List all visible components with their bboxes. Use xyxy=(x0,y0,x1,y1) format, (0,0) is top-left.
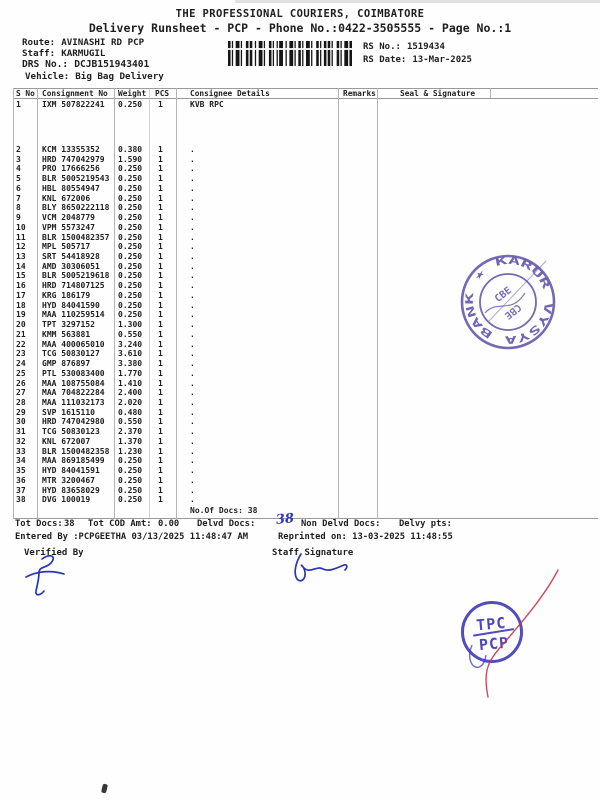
drs-label: DRS No.: xyxy=(22,59,69,70)
cell-consignee: . xyxy=(190,300,195,310)
table-header-rule xyxy=(13,98,598,99)
cell-consignment: TPT 3297152 xyxy=(42,320,95,330)
rs-date-value: 13-Mar-2025 xyxy=(412,55,472,65)
verified-signature-ink xyxy=(22,550,82,605)
cell-weight: 1.300 xyxy=(118,320,143,330)
table-row xyxy=(13,174,598,184)
col-sno: S No xyxy=(16,89,35,98)
cell-pcs: 1 xyxy=(158,397,163,407)
cell-sno: 25 xyxy=(16,368,26,378)
table-row xyxy=(13,466,598,476)
table-grid-line xyxy=(490,88,491,98)
cell-consignment: SVP 1615110 xyxy=(42,407,95,417)
table-row xyxy=(13,100,598,110)
cell-consignment: MTR 3200467 xyxy=(42,475,95,485)
company-title: THE PROFESSIONAL COURIERS, COIMBATORE xyxy=(175,8,425,20)
cell-consignment: HRD 714807125 xyxy=(42,281,105,291)
cell-pcs: 1 xyxy=(158,242,163,252)
cell-consignment: SRT 54418928 xyxy=(42,252,100,262)
cell-consignee: . xyxy=(190,154,195,164)
col-weight: Weight xyxy=(118,89,147,98)
cell-consignment: HBL 80554947 xyxy=(42,183,100,193)
cell-pcs: 1 xyxy=(158,466,163,476)
cell-consignment: KMM 563881 xyxy=(42,329,91,339)
cell-consignee: . xyxy=(190,427,195,437)
staff-signature-ink xyxy=(285,551,355,591)
table-row xyxy=(13,437,598,447)
cell-sno: 27 xyxy=(16,388,26,398)
cell-consignment: TCG 50830123 xyxy=(42,427,100,437)
cell-pcs: 1 xyxy=(158,436,163,446)
cell-sno: 19 xyxy=(16,310,26,320)
cell-consignee: . xyxy=(190,310,195,320)
route-line xyxy=(22,37,144,48)
cell-weight: 3.610 xyxy=(118,349,143,359)
cell-consignment: BLR 1500482358 xyxy=(42,446,110,456)
cell-sno: 9 xyxy=(16,213,21,223)
cell-sno: 14 xyxy=(16,261,26,271)
cell-consignment: BLR 1500482357 xyxy=(42,232,110,242)
cell-weight: 0.250 xyxy=(118,281,143,291)
cell-sno: 12 xyxy=(16,242,26,252)
cell-sno: 17 xyxy=(16,290,26,300)
cell-weight: 0.250 xyxy=(118,475,143,485)
cell-pcs: 1 xyxy=(158,193,163,203)
cell-sno: 33 xyxy=(16,446,26,456)
cell-consignee: . xyxy=(190,290,195,300)
cell-pcs: 1 xyxy=(158,485,163,495)
cell-weight: 0.250 xyxy=(118,183,143,193)
cell-pcs: 1 xyxy=(158,446,163,456)
cell-consignment: BLR 5005219543 xyxy=(42,174,110,184)
cell-consignment: KCM 13355352 xyxy=(42,145,100,154)
cell-sno: 35 xyxy=(16,466,26,476)
cell-sno: 7 xyxy=(16,193,21,203)
tot-docs-label: Tot Docs: xyxy=(15,519,63,529)
staff-line xyxy=(22,48,105,59)
delvd-docs-label: Delvd Docs: xyxy=(197,519,256,529)
cell-consignee: . xyxy=(190,485,195,495)
rs-date-line xyxy=(363,55,472,65)
table-row xyxy=(13,155,598,165)
entered-by: Entered By :PCPGEETHA 03/13/2025 11:48:47 AM xyxy=(15,532,249,542)
cell-consignee: . xyxy=(190,320,195,330)
cell-sno: 22 xyxy=(16,339,26,349)
table-row xyxy=(13,164,598,174)
cell-consignee: . xyxy=(190,271,195,281)
delvd-docs-handwritten-count: 38 xyxy=(275,511,295,528)
verified-by-label: Verified By xyxy=(24,548,84,558)
cell-consignment: PTL 530083400 xyxy=(42,368,105,378)
cell-weight: 0.250 xyxy=(118,193,143,203)
cell-pcs: 1 xyxy=(158,232,163,242)
table-row xyxy=(13,408,598,418)
table-row xyxy=(13,476,598,486)
table-row xyxy=(13,369,598,379)
cell-consignment: AMD 30306051 xyxy=(42,261,100,271)
cell-sno: 1 xyxy=(16,100,21,109)
cell-consignee: . xyxy=(190,417,195,427)
vehicle-label: Vehicle: xyxy=(25,71,70,82)
cell-consignment: DVG 100019 xyxy=(42,495,91,505)
cell-weight: 1.410 xyxy=(118,378,143,388)
cell-consignment: MAA 110259514 xyxy=(42,310,105,320)
cell-weight: 1.590 xyxy=(118,154,143,164)
drs-value: DCJB151943401 xyxy=(74,59,150,70)
table-row xyxy=(13,456,598,466)
non-delvd-label: Non Delvd Docs: xyxy=(301,519,381,529)
cod-value: 0.00 xyxy=(158,519,180,529)
cell-weight: 0.250 xyxy=(118,213,143,223)
cell-consignee: . xyxy=(190,407,195,417)
col-consignee: Consignee Details xyxy=(190,89,270,98)
table-row xyxy=(13,184,598,194)
cell-pcs: 1 xyxy=(158,368,163,378)
cell-sno: 6 xyxy=(16,183,21,193)
cell-weight: 0.250 xyxy=(118,174,143,184)
cell-sno: 34 xyxy=(16,456,26,466)
cell-consignee: . xyxy=(190,164,195,174)
cell-consignment: MAA 108755084 xyxy=(42,378,105,388)
cell-weight: 0.250 xyxy=(118,300,143,310)
route-label: Route: xyxy=(22,37,56,48)
tpc-stamp-bottom-text: PCP xyxy=(478,633,510,655)
cell-pcs: 1 xyxy=(158,349,163,359)
cell-pcs: 1 xyxy=(158,203,163,213)
cell-consignee: . xyxy=(190,203,195,213)
barcode-scan-gap xyxy=(228,48,352,50)
scan-edge-artifact xyxy=(235,0,600,3)
table-row xyxy=(13,359,598,369)
cell-consignee: . xyxy=(190,232,195,242)
cell-weight: 2.400 xyxy=(118,388,143,398)
cell-pcs: 1 xyxy=(158,427,163,437)
cell-consignment: KRG 186179 xyxy=(42,290,91,300)
cell-consignment: MAA 111032173 xyxy=(42,397,105,407)
staff-label: Staff: xyxy=(22,48,56,59)
table-row xyxy=(13,233,598,243)
reprinted-on: Reprinted on: 13-03-2025 11:48:55 xyxy=(278,532,453,542)
cell-sno: 3 xyxy=(16,154,21,164)
cell-pcs: 1 xyxy=(158,145,163,154)
cell-sno: 21 xyxy=(16,329,26,339)
cell-consignment: MAA 869185499 xyxy=(42,456,105,466)
rs-no-label: RS No.: xyxy=(363,42,401,52)
cell-consignment: TCG 50830127 xyxy=(42,349,100,359)
cell-weight: 0.250 xyxy=(118,222,143,232)
table-row xyxy=(13,194,598,204)
rs-no-value: 1519434 xyxy=(406,42,445,52)
kvb-center-text-double: CBE xyxy=(502,301,524,321)
cell-pcs: 1 xyxy=(158,456,163,466)
cell-pcs: 1 xyxy=(158,183,163,193)
cell-weight: 2.370 xyxy=(118,427,143,437)
cell-consignment: IXM 507822241 xyxy=(42,100,105,109)
no-of-docs: No.Of Docs: 38 xyxy=(190,506,258,515)
cell-pcs: 1 xyxy=(158,388,163,398)
route-value: AVINASHI RD PCP xyxy=(61,37,145,48)
cell-pcs: 1 xyxy=(158,378,163,388)
cell-sno: 28 xyxy=(16,397,26,407)
table-row xyxy=(13,213,598,223)
cell-consignment: HYD 83658029 xyxy=(42,485,100,495)
cell-pcs: 1 xyxy=(158,261,163,271)
cell-consignment: BLR 5005219618 xyxy=(42,271,110,281)
cell-consignment: KNL 672006 xyxy=(42,193,91,203)
vehicle-line xyxy=(25,71,164,82)
vehicle-value: Big Bag Delivery xyxy=(75,71,164,82)
drs-line xyxy=(22,59,149,70)
cell-pcs: 1 xyxy=(158,154,163,164)
cell-sno: 8 xyxy=(16,203,21,213)
cell-consignment: MPL 505717 xyxy=(42,242,91,252)
cell-pcs: 1 xyxy=(158,271,163,281)
cell-weight: 0.480 xyxy=(118,407,143,417)
cell-sno: 2 xyxy=(16,145,21,154)
cell-consignee: . xyxy=(190,242,195,252)
delvy-pts-label: Delvy pts: xyxy=(399,519,452,529)
cell-weight: 0.250 xyxy=(118,310,143,320)
runsheet-subtitle: Delivery Runsheet - PCP - Phone No.:0422-3505555 - Page No.:1 xyxy=(88,21,512,35)
cell-consignee: . xyxy=(190,349,195,359)
col-pcs: PCS xyxy=(155,89,170,98)
cell-consignee: KVB RPC xyxy=(190,100,224,109)
cell-consignee: . xyxy=(190,475,195,485)
rs-date-label: RS Date: xyxy=(363,55,407,65)
cell-weight: 0.250 xyxy=(118,232,143,242)
kvb-bank-stamp xyxy=(453,247,563,357)
staff-value: KARMUGIL xyxy=(61,48,106,59)
staff-signature-label: Staff Signature xyxy=(272,548,354,558)
cell-weight: 0.380 xyxy=(118,145,143,154)
table-row xyxy=(13,379,598,389)
kvb-ring-text: ★ KARUR VYSYA BANK xyxy=(463,254,555,346)
cell-consignment: GMP 876897 xyxy=(42,359,91,369)
table-row xyxy=(13,145,598,155)
cell-consignee: . xyxy=(190,339,195,349)
cell-consignment: HYD 84041591 xyxy=(42,466,100,476)
cell-sno: 4 xyxy=(16,164,21,174)
table-row xyxy=(13,427,598,437)
scan-spot-artifact xyxy=(101,784,108,794)
cell-sno: 10 xyxy=(16,222,26,232)
table-row xyxy=(13,203,598,213)
cell-pcs: 1 xyxy=(158,320,163,330)
cell-pcs: 1 xyxy=(158,290,163,300)
cell-weight: 2.020 xyxy=(118,397,143,407)
cell-weight: 0.250 xyxy=(118,100,143,109)
kvb-stamp-inner-ring xyxy=(480,274,536,330)
cell-pcs: 1 xyxy=(158,164,163,174)
col-consignment: Consignment No xyxy=(42,89,108,98)
cell-sno: 26 xyxy=(16,378,26,388)
table-row xyxy=(13,486,598,496)
cell-sno: 30 xyxy=(16,417,26,427)
table-row xyxy=(13,398,598,408)
barcode xyxy=(228,41,352,66)
cell-consignment: BLY 8650222118 xyxy=(42,203,110,213)
cell-consignment: PRO 17666256 xyxy=(42,164,100,174)
cell-pcs: 1 xyxy=(158,329,163,339)
cell-sno: 23 xyxy=(16,349,26,359)
cell-consignee: . xyxy=(190,281,195,291)
cell-weight: 0.250 xyxy=(118,252,143,262)
cell-consignee: . xyxy=(190,456,195,466)
cell-pcs: 1 xyxy=(158,417,163,427)
cell-weight: 0.250 xyxy=(118,271,143,281)
cell-consignment: HRD 747042979 xyxy=(42,154,105,164)
cell-consignee: . xyxy=(190,174,195,184)
tot-docs-value: 38 xyxy=(64,519,75,529)
cell-consignee: . xyxy=(190,495,195,505)
cell-consignee: . xyxy=(190,359,195,369)
cell-consignee: . xyxy=(190,388,195,398)
cell-pcs: 1 xyxy=(158,407,163,417)
cell-weight: 0.250 xyxy=(118,290,143,300)
cell-consignee: . xyxy=(190,378,195,388)
cell-weight: 1.770 xyxy=(118,368,143,378)
cell-weight: 0.550 xyxy=(118,417,143,427)
cell-weight: 1.370 xyxy=(118,436,143,446)
cell-sno: 15 xyxy=(16,271,26,281)
cell-sno: 20 xyxy=(16,320,26,330)
cell-weight: 0.250 xyxy=(118,203,143,213)
table-row xyxy=(13,417,598,427)
cell-weight: 1.230 xyxy=(118,446,143,456)
cell-sno: 13 xyxy=(16,252,26,262)
cell-consignment: HRD 747042980 xyxy=(42,417,105,427)
table-row xyxy=(13,388,598,398)
tpc-stamp-top-text: TPC xyxy=(475,613,508,635)
cell-consignment: KNL 672007 xyxy=(42,436,91,446)
cell-consignment: VPM 5573247 xyxy=(42,222,95,232)
cell-sno: 32 xyxy=(16,436,26,446)
cell-consignment: HYD 84041590 xyxy=(42,300,100,310)
cell-consignment: VCM 2048779 xyxy=(42,213,95,223)
cell-weight: 0.250 xyxy=(118,261,143,271)
table-row xyxy=(13,447,598,457)
cell-pcs: 1 xyxy=(158,100,163,109)
cell-pcs: 1 xyxy=(158,339,163,349)
cell-consignee: . xyxy=(190,252,195,262)
cell-consignee: . xyxy=(190,368,195,378)
cell-pcs: 1 xyxy=(158,495,163,505)
cell-consignee: . xyxy=(190,436,195,446)
cell-consignee: . xyxy=(190,213,195,223)
col-seal: Seal & Signature xyxy=(400,89,476,98)
cell-sno: 36 xyxy=(16,475,26,485)
cell-consignee: . xyxy=(190,222,195,232)
cell-consignment: MAA 704822284 xyxy=(42,388,105,398)
table-row xyxy=(13,495,598,505)
cell-sno: 18 xyxy=(16,300,26,310)
kvb-center-text: CBE xyxy=(492,285,514,305)
cell-weight: 0.250 xyxy=(118,466,143,476)
cell-sno: 24 xyxy=(16,359,26,369)
cell-consignee: . xyxy=(190,145,195,154)
cell-weight: 0.250 xyxy=(118,495,143,505)
cell-consignee: . xyxy=(190,466,195,476)
cell-weight: 3.240 xyxy=(118,339,143,349)
cell-weight: 0.250 xyxy=(118,485,143,495)
cell-consignee: . xyxy=(190,397,195,407)
cell-sno: 29 xyxy=(16,407,26,417)
red-pen-stroke xyxy=(430,555,600,710)
cell-pcs: 1 xyxy=(158,310,163,320)
cell-pcs: 1 xyxy=(158,174,163,184)
rs-no-line xyxy=(363,42,445,52)
cell-consignee: . xyxy=(190,193,195,203)
cell-consignment: MAA 400065010 xyxy=(42,339,105,349)
table-row xyxy=(13,223,598,233)
cell-sno: 37 xyxy=(16,485,26,495)
cell-sno: 38 xyxy=(16,495,26,505)
cell-pcs: 1 xyxy=(158,213,163,223)
cell-sno: 31 xyxy=(16,427,26,437)
cell-pcs: 1 xyxy=(158,222,163,232)
cell-consignee: . xyxy=(190,446,195,456)
cell-sno: 11 xyxy=(16,232,26,242)
col-remarks: Remarks xyxy=(343,89,376,98)
cod-label: Tot COD Amt: xyxy=(88,519,152,529)
cell-consignee: . xyxy=(190,329,195,339)
cell-pcs: 1 xyxy=(158,300,163,310)
cell-consignee: . xyxy=(190,183,195,193)
cell-weight: 0.250 xyxy=(118,456,143,466)
cell-pcs: 1 xyxy=(158,252,163,262)
cell-weight: 0.550 xyxy=(118,329,143,339)
cell-weight: 0.250 xyxy=(118,242,143,252)
cell-consignee: . xyxy=(190,261,195,271)
cell-sno: 5 xyxy=(16,174,21,184)
cell-pcs: 1 xyxy=(158,281,163,291)
cell-sno: 16 xyxy=(16,281,26,291)
cell-pcs: 1 xyxy=(158,475,163,485)
cell-weight: 3.380 xyxy=(118,359,143,369)
cell-pcs: 1 xyxy=(158,359,163,369)
cell-weight: 0.250 xyxy=(118,164,143,174)
